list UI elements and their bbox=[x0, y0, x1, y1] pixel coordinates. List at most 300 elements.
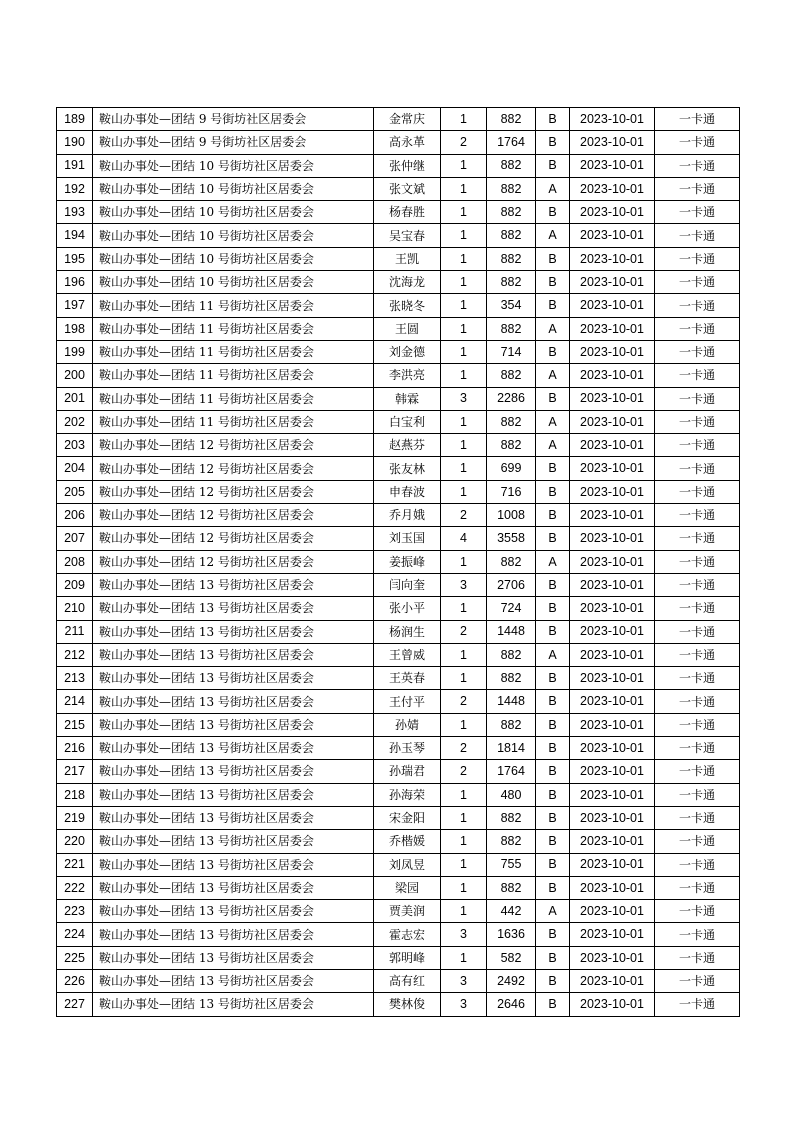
cell-index: 219 bbox=[57, 806, 93, 829]
cell-name: 沈海龙 bbox=[374, 271, 441, 294]
cell-address: 鞍山办事处—团结 13 号街坊社区居委会 bbox=[93, 760, 374, 783]
cell-address: 鞍山办事处—团结 13 号街坊社区居委会 bbox=[93, 690, 374, 713]
table-row bbox=[57, 294, 740, 317]
cell-date: 2023-10-01 bbox=[570, 550, 655, 573]
cell-people: 1 bbox=[441, 597, 487, 620]
cell-date: 2023-10-01 bbox=[570, 643, 655, 666]
cell-date: 2023-10-01 bbox=[570, 737, 655, 760]
cell-category: B bbox=[536, 340, 570, 363]
cell-category: B bbox=[536, 131, 570, 154]
cell-payment: 一卡通 bbox=[655, 900, 740, 923]
cell-amount: 882 bbox=[487, 410, 536, 433]
cell-address: 鞍山办事处—团结 13 号街坊社区居委会 bbox=[93, 876, 374, 899]
cell-address: 鞍山办事处—团结 10 号街坊社区居委会 bbox=[93, 177, 374, 200]
cell-category: A bbox=[536, 364, 570, 387]
cell-amount: 354 bbox=[487, 294, 536, 317]
cell-amount: 882 bbox=[487, 271, 536, 294]
cell-amount: 1764 bbox=[487, 131, 536, 154]
cell-amount: 1636 bbox=[487, 923, 536, 946]
cell-index: 203 bbox=[57, 434, 93, 457]
cell-payment: 一卡通 bbox=[655, 876, 740, 899]
cell-date: 2023-10-01 bbox=[570, 247, 655, 270]
cell-payment: 一卡通 bbox=[655, 760, 740, 783]
cell-date: 2023-10-01 bbox=[570, 830, 655, 853]
table-row bbox=[57, 340, 740, 363]
cell-people: 1 bbox=[441, 900, 487, 923]
cell-category: B bbox=[536, 969, 570, 992]
cell-people: 1 bbox=[441, 853, 487, 876]
cell-address: 鞍山办事处—团结 10 号街坊社区居委会 bbox=[93, 224, 374, 247]
cell-amount: 882 bbox=[487, 830, 536, 853]
cell-people: 1 bbox=[441, 946, 487, 969]
cell-index: 211 bbox=[57, 620, 93, 643]
cell-name: 张晓冬 bbox=[374, 294, 441, 317]
cell-index: 199 bbox=[57, 340, 93, 363]
cell-amount: 582 bbox=[487, 946, 536, 969]
cell-index: 224 bbox=[57, 923, 93, 946]
cell-category: B bbox=[536, 946, 570, 969]
cell-address: 鞍山办事处—团结 11 号街坊社区居委会 bbox=[93, 364, 374, 387]
cell-name: 刘凤昱 bbox=[374, 853, 441, 876]
cell-amount: 716 bbox=[487, 480, 536, 503]
cell-category: B bbox=[536, 876, 570, 899]
table-row bbox=[57, 597, 740, 620]
cell-amount: 882 bbox=[487, 806, 536, 829]
cell-index: 196 bbox=[57, 271, 93, 294]
cell-category: B bbox=[536, 690, 570, 713]
cell-payment: 一卡通 bbox=[655, 154, 740, 177]
table-row bbox=[57, 434, 740, 457]
cell-people: 3 bbox=[441, 993, 487, 1016]
cell-index: 226 bbox=[57, 969, 93, 992]
cell-amount: 442 bbox=[487, 900, 536, 923]
cell-people: 3 bbox=[441, 969, 487, 992]
cell-name: 赵燕芬 bbox=[374, 434, 441, 457]
cell-address: 鞍山办事处—团结 9 号街坊社区居委会 bbox=[93, 108, 374, 131]
cell-amount: 699 bbox=[487, 457, 536, 480]
cell-people: 1 bbox=[441, 713, 487, 736]
cell-amount: 2492 bbox=[487, 969, 536, 992]
table-row bbox=[57, 713, 740, 736]
cell-name: 乔月娥 bbox=[374, 504, 441, 527]
cell-payment: 一卡通 bbox=[655, 317, 740, 340]
cell-people: 1 bbox=[441, 480, 487, 503]
table-row bbox=[57, 667, 740, 690]
cell-address: 鞍山办事处—团结 12 号街坊社区居委会 bbox=[93, 434, 374, 457]
cell-payment: 一卡通 bbox=[655, 271, 740, 294]
cell-payment: 一卡通 bbox=[655, 969, 740, 992]
cell-date: 2023-10-01 bbox=[570, 713, 655, 736]
cell-category: B bbox=[536, 923, 570, 946]
cell-payment: 一卡通 bbox=[655, 946, 740, 969]
cell-amount: 882 bbox=[487, 317, 536, 340]
table-row bbox=[57, 900, 740, 923]
cell-payment: 一卡通 bbox=[655, 527, 740, 550]
cell-address: 鞍山办事处—团结 13 号街坊社区居委会 bbox=[93, 900, 374, 923]
cell-date: 2023-10-01 bbox=[570, 224, 655, 247]
cell-amount: 882 bbox=[487, 713, 536, 736]
cell-date: 2023-10-01 bbox=[570, 597, 655, 620]
cell-category: A bbox=[536, 900, 570, 923]
cell-address: 鞍山办事处—团结 13 号街坊社区居委会 bbox=[93, 806, 374, 829]
cell-address: 鞍山办事处—团结 13 号街坊社区居委会 bbox=[93, 620, 374, 643]
cell-name: 孙玉琴 bbox=[374, 737, 441, 760]
cell-index: 194 bbox=[57, 224, 93, 247]
cell-payment: 一卡通 bbox=[655, 853, 740, 876]
cell-date: 2023-10-01 bbox=[570, 573, 655, 596]
cell-category: A bbox=[536, 410, 570, 433]
cell-name: 王付平 bbox=[374, 690, 441, 713]
cell-name: 李洪亮 bbox=[374, 364, 441, 387]
table-row bbox=[57, 131, 740, 154]
table-row bbox=[57, 760, 740, 783]
cell-name: 刘金德 bbox=[374, 340, 441, 363]
cell-index: 216 bbox=[57, 737, 93, 760]
cell-name: 杨春胜 bbox=[374, 201, 441, 224]
cell-address: 鞍山办事处—团结 11 号街坊社区居委会 bbox=[93, 294, 374, 317]
cell-people: 2 bbox=[441, 620, 487, 643]
cell-amount: 882 bbox=[487, 224, 536, 247]
cell-payment: 一卡通 bbox=[655, 131, 740, 154]
cell-address: 鞍山办事处—团结 12 号街坊社区居委会 bbox=[93, 550, 374, 573]
cell-name: 张文斌 bbox=[374, 177, 441, 200]
cell-name: 金常庆 bbox=[374, 108, 441, 131]
cell-address: 鞍山办事处—团结 13 号街坊社区居委会 bbox=[93, 667, 374, 690]
cell-people: 1 bbox=[441, 667, 487, 690]
cell-name: 樊林俊 bbox=[374, 993, 441, 1016]
cell-address: 鞍山办事处—团结 10 号街坊社区居委会 bbox=[93, 247, 374, 270]
cell-address: 鞍山办事处—团结 12 号街坊社区居委会 bbox=[93, 527, 374, 550]
cell-people: 2 bbox=[441, 737, 487, 760]
cell-index: 189 bbox=[57, 108, 93, 131]
cell-name: 郭明峰 bbox=[374, 946, 441, 969]
cell-address: 鞍山办事处—团结 13 号街坊社区居委会 bbox=[93, 713, 374, 736]
cell-name: 刘玉国 bbox=[374, 527, 441, 550]
cell-category: B bbox=[536, 620, 570, 643]
cell-index: 227 bbox=[57, 993, 93, 1016]
cell-index: 214 bbox=[57, 690, 93, 713]
cell-index: 190 bbox=[57, 131, 93, 154]
cell-people: 1 bbox=[441, 457, 487, 480]
cell-payment: 一卡通 bbox=[655, 830, 740, 853]
cell-date: 2023-10-01 bbox=[570, 387, 655, 410]
cell-index: 191 bbox=[57, 154, 93, 177]
cell-address: 鞍山办事处—团结 13 号街坊社区居委会 bbox=[93, 853, 374, 876]
cell-name: 白宝利 bbox=[374, 410, 441, 433]
cell-index: 202 bbox=[57, 410, 93, 433]
cell-name: 王曾威 bbox=[374, 643, 441, 666]
table-row bbox=[57, 993, 740, 1016]
table-body bbox=[57, 108, 740, 1017]
table-row bbox=[57, 783, 740, 806]
cell-amount: 882 bbox=[487, 154, 536, 177]
cell-payment: 一卡通 bbox=[655, 550, 740, 573]
table-row bbox=[57, 946, 740, 969]
cell-people: 1 bbox=[441, 410, 487, 433]
cell-amount: 1008 bbox=[487, 504, 536, 527]
cell-payment: 一卡通 bbox=[655, 457, 740, 480]
cell-name: 张友林 bbox=[374, 457, 441, 480]
cell-people: 4 bbox=[441, 527, 487, 550]
cell-people: 3 bbox=[441, 923, 487, 946]
cell-people: 1 bbox=[441, 317, 487, 340]
cell-name: 宋金阳 bbox=[374, 806, 441, 829]
cell-address: 鞍山办事处—团结 11 号街坊社区居委会 bbox=[93, 340, 374, 363]
cell-index: 195 bbox=[57, 247, 93, 270]
cell-index: 212 bbox=[57, 643, 93, 666]
table-row bbox=[57, 317, 740, 340]
cell-date: 2023-10-01 bbox=[570, 271, 655, 294]
cell-people: 1 bbox=[441, 271, 487, 294]
cell-payment: 一卡通 bbox=[655, 224, 740, 247]
cell-date: 2023-10-01 bbox=[570, 620, 655, 643]
cell-address: 鞍山办事处—团结 11 号街坊社区居委会 bbox=[93, 387, 374, 410]
cell-payment: 一卡通 bbox=[655, 504, 740, 527]
cell-index: 207 bbox=[57, 527, 93, 550]
cell-date: 2023-10-01 bbox=[570, 201, 655, 224]
cell-people: 1 bbox=[441, 830, 487, 853]
cell-index: 223 bbox=[57, 900, 93, 923]
cell-address: 鞍山办事处—团结 13 号街坊社区居委会 bbox=[93, 969, 374, 992]
cell-category: B bbox=[536, 806, 570, 829]
cell-name: 霍志宏 bbox=[374, 923, 441, 946]
cell-address: 鞍山办事处—团结 13 号街坊社区居委会 bbox=[93, 993, 374, 1016]
cell-amount: 1814 bbox=[487, 737, 536, 760]
cell-name: 张小平 bbox=[374, 597, 441, 620]
cell-payment: 一卡通 bbox=[655, 177, 740, 200]
cell-name: 孙海荣 bbox=[374, 783, 441, 806]
cell-people: 3 bbox=[441, 387, 487, 410]
cell-amount: 882 bbox=[487, 667, 536, 690]
cell-name: 杨润生 bbox=[374, 620, 441, 643]
cell-name: 吴宝春 bbox=[374, 224, 441, 247]
cell-date: 2023-10-01 bbox=[570, 154, 655, 177]
cell-date: 2023-10-01 bbox=[570, 760, 655, 783]
cell-amount: 1764 bbox=[487, 760, 536, 783]
cell-amount: 714 bbox=[487, 340, 536, 363]
table-row bbox=[57, 387, 740, 410]
cell-name: 王凯 bbox=[374, 247, 441, 270]
cell-category: B bbox=[536, 993, 570, 1016]
cell-amount: 882 bbox=[487, 876, 536, 899]
table-row bbox=[57, 620, 740, 643]
cell-category: B bbox=[536, 783, 570, 806]
cell-payment: 一卡通 bbox=[655, 667, 740, 690]
cell-date: 2023-10-01 bbox=[570, 876, 655, 899]
cell-address: 鞍山办事处—团结 13 号街坊社区居委会 bbox=[93, 643, 374, 666]
cell-category: B bbox=[536, 713, 570, 736]
table-row bbox=[57, 550, 740, 573]
cell-date: 2023-10-01 bbox=[570, 806, 655, 829]
cell-address: 鞍山办事处—团结 13 号街坊社区居委会 bbox=[93, 946, 374, 969]
cell-category: B bbox=[536, 504, 570, 527]
cell-index: 200 bbox=[57, 364, 93, 387]
cell-name: 贾美润 bbox=[374, 900, 441, 923]
cell-date: 2023-10-01 bbox=[570, 993, 655, 1016]
cell-people: 2 bbox=[441, 760, 487, 783]
cell-address: 鞍山办事处—团结 11 号街坊社区居委会 bbox=[93, 317, 374, 340]
cell-index: 201 bbox=[57, 387, 93, 410]
cell-address: 鞍山办事处—团结 13 号街坊社区居委会 bbox=[93, 830, 374, 853]
cell-date: 2023-10-01 bbox=[570, 340, 655, 363]
cell-category: B bbox=[536, 294, 570, 317]
cell-category: B bbox=[536, 201, 570, 224]
cell-address: 鞍山办事处—团结 12 号街坊社区居委会 bbox=[93, 480, 374, 503]
table-row bbox=[57, 480, 740, 503]
cell-payment: 一卡通 bbox=[655, 597, 740, 620]
cell-index: 205 bbox=[57, 480, 93, 503]
cell-payment: 一卡通 bbox=[655, 643, 740, 666]
cell-index: 210 bbox=[57, 597, 93, 620]
cell-amount: 882 bbox=[487, 247, 536, 270]
cell-amount: 3558 bbox=[487, 527, 536, 550]
cell-date: 2023-10-01 bbox=[570, 690, 655, 713]
cell-address: 鞍山办事处—团结 11 号街坊社区居委会 bbox=[93, 410, 374, 433]
cell-category: A bbox=[536, 177, 570, 200]
cell-index: 215 bbox=[57, 713, 93, 736]
cell-index: 218 bbox=[57, 783, 93, 806]
cell-address: 鞍山办事处—团结 13 号街坊社区居委会 bbox=[93, 923, 374, 946]
cell-category: A bbox=[536, 317, 570, 340]
cell-payment: 一卡通 bbox=[655, 923, 740, 946]
table-row bbox=[57, 364, 740, 387]
cell-amount: 755 bbox=[487, 853, 536, 876]
table-row bbox=[57, 806, 740, 829]
cell-amount: 882 bbox=[487, 108, 536, 131]
cell-category: B bbox=[536, 573, 570, 596]
cell-people: 1 bbox=[441, 294, 487, 317]
cell-index: 209 bbox=[57, 573, 93, 596]
cell-people: 1 bbox=[441, 806, 487, 829]
cell-payment: 一卡通 bbox=[655, 294, 740, 317]
cell-date: 2023-10-01 bbox=[570, 923, 655, 946]
cell-date: 2023-10-01 bbox=[570, 667, 655, 690]
cell-amount: 882 bbox=[487, 364, 536, 387]
table-row bbox=[57, 457, 740, 480]
cell-people: 1 bbox=[441, 550, 487, 573]
cell-date: 2023-10-01 bbox=[570, 969, 655, 992]
cell-address: 鞍山办事处—团结 12 号街坊社区居委会 bbox=[93, 504, 374, 527]
cell-name: 乔楷媛 bbox=[374, 830, 441, 853]
cell-index: 217 bbox=[57, 760, 93, 783]
table-row bbox=[57, 830, 740, 853]
table-row bbox=[57, 504, 740, 527]
cell-people: 1 bbox=[441, 154, 487, 177]
table-row bbox=[57, 969, 740, 992]
cell-name: 梁园 bbox=[374, 876, 441, 899]
cell-category: B bbox=[536, 271, 570, 294]
cell-payment: 一卡通 bbox=[655, 737, 740, 760]
cell-people: 1 bbox=[441, 643, 487, 666]
cell-people: 1 bbox=[441, 783, 487, 806]
cell-category: B bbox=[536, 387, 570, 410]
cell-date: 2023-10-01 bbox=[570, 434, 655, 457]
cell-name: 王圆 bbox=[374, 317, 441, 340]
table-row bbox=[57, 643, 740, 666]
cell-category: B bbox=[536, 737, 570, 760]
cell-people: 2 bbox=[441, 504, 487, 527]
cell-category: B bbox=[536, 154, 570, 177]
cell-date: 2023-10-01 bbox=[570, 504, 655, 527]
cell-payment: 一卡通 bbox=[655, 340, 740, 363]
cell-amount: 1448 bbox=[487, 690, 536, 713]
table-row bbox=[57, 154, 740, 177]
cell-index: 198 bbox=[57, 317, 93, 340]
cell-payment: 一卡通 bbox=[655, 480, 740, 503]
cell-people: 1 bbox=[441, 201, 487, 224]
cell-people: 1 bbox=[441, 364, 487, 387]
cell-date: 2023-10-01 bbox=[570, 108, 655, 131]
cell-amount: 882 bbox=[487, 643, 536, 666]
table-row bbox=[57, 527, 740, 550]
cell-people: 1 bbox=[441, 876, 487, 899]
cell-date: 2023-10-01 bbox=[570, 527, 655, 550]
cell-payment: 一卡通 bbox=[655, 410, 740, 433]
cell-date: 2023-10-01 bbox=[570, 364, 655, 387]
table-row bbox=[57, 410, 740, 433]
cell-address: 鞍山办事处—团结 13 号街坊社区居委会 bbox=[93, 737, 374, 760]
cell-date: 2023-10-01 bbox=[570, 131, 655, 154]
cell-name: 姜振峰 bbox=[374, 550, 441, 573]
cell-category: B bbox=[536, 597, 570, 620]
cell-payment: 一卡通 bbox=[655, 201, 740, 224]
cell-index: 197 bbox=[57, 294, 93, 317]
table-row bbox=[57, 224, 740, 247]
cell-address: 鞍山办事处—团结 12 号街坊社区居委会 bbox=[93, 457, 374, 480]
cell-amount: 882 bbox=[487, 201, 536, 224]
cell-index: 193 bbox=[57, 201, 93, 224]
table-row bbox=[57, 853, 740, 876]
cell-index: 192 bbox=[57, 177, 93, 200]
table-row bbox=[57, 271, 740, 294]
cell-amount: 882 bbox=[487, 434, 536, 457]
cell-people: 2 bbox=[441, 690, 487, 713]
cell-date: 2023-10-01 bbox=[570, 946, 655, 969]
cell-payment: 一卡通 bbox=[655, 993, 740, 1016]
cell-name: 申春波 bbox=[374, 480, 441, 503]
cell-people: 1 bbox=[441, 434, 487, 457]
cell-address: 鞍山办事处—团结 13 号街坊社区居委会 bbox=[93, 573, 374, 596]
cell-category: B bbox=[536, 247, 570, 270]
cell-people: 1 bbox=[441, 224, 487, 247]
cell-payment: 一卡通 bbox=[655, 387, 740, 410]
cell-category: B bbox=[536, 527, 570, 550]
table-row bbox=[57, 247, 740, 270]
cell-people: 3 bbox=[441, 573, 487, 596]
cell-category: A bbox=[536, 434, 570, 457]
cell-payment: 一卡通 bbox=[655, 108, 740, 131]
cell-people: 1 bbox=[441, 108, 487, 131]
cell-category: B bbox=[536, 830, 570, 853]
cell-index: 204 bbox=[57, 457, 93, 480]
cell-date: 2023-10-01 bbox=[570, 410, 655, 433]
table-row bbox=[57, 876, 740, 899]
cell-amount: 2646 bbox=[487, 993, 536, 1016]
cell-name: 孙瑞君 bbox=[374, 760, 441, 783]
cell-amount: 882 bbox=[487, 177, 536, 200]
cell-index: 225 bbox=[57, 946, 93, 969]
cell-payment: 一卡通 bbox=[655, 783, 740, 806]
cell-category: B bbox=[536, 480, 570, 503]
table-row bbox=[57, 108, 740, 131]
cell-payment: 一卡通 bbox=[655, 620, 740, 643]
cell-date: 2023-10-01 bbox=[570, 317, 655, 340]
cell-name: 韩霖 bbox=[374, 387, 441, 410]
cell-name: 孙婧 bbox=[374, 713, 441, 736]
cell-address: 鞍山办事处—团结 13 号街坊社区居委会 bbox=[93, 597, 374, 620]
cell-date: 2023-10-01 bbox=[570, 480, 655, 503]
cell-date: 2023-10-01 bbox=[570, 853, 655, 876]
